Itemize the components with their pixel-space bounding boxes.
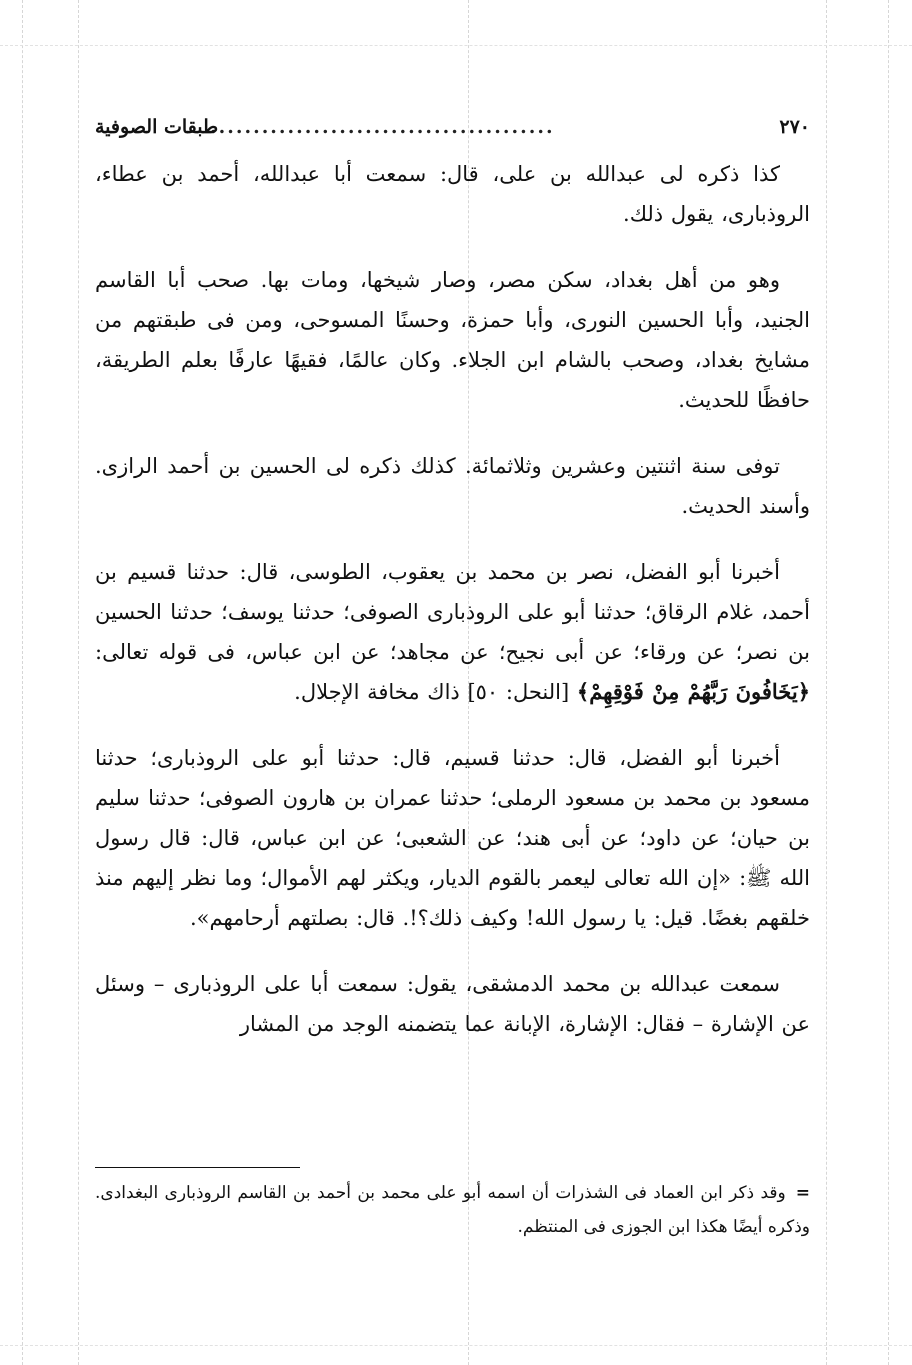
scan-guide-line — [0, 1345, 912, 1346]
page-number: ٢٧٠ — [779, 116, 810, 138]
footnote-text: وقد ذكر ابن العماد فى الشذرات أن اسمه أبو على محمد بن أحمد بن القاسم الروذبارى البغدادى. وذكره أيضًا هكذا ابن الجوزى فى المنتظم. — [95, 1183, 810, 1237]
footnote-separator — [95, 1167, 300, 1168]
scan-guide-line — [0, 45, 912, 46]
footnote — [95, 1176, 810, 1244]
paragraph-6: سمعت عبدالله بن محمد الدمشقى، يقول: سمعت أبا على الروذبارى – وسئل عن الإشارة – فقال: الإشارة، الإبانة عما يتضمنه الوجد من المشار — [95, 972, 810, 1036]
paragraph-4-before: أخبرنا أبو الفضل، نصر بن محمد بن يعقوب، الطوسى، قال: حدثنا قسيم بن أحمد، غلام الرقاق؛ حدثنا أبو على الروذبارى الصوفى؛ حدثنا يوسف؛ حدثنا الحسين بن نصر؛ عن ورقاء؛ عن أبى نجيح؛ عن مجاهد؛ عن ابن عباس، فى قوله تعالى: — [95, 560, 810, 664]
footnote-marker: = — [795, 1183, 810, 1203]
scan-guide-line — [78, 0, 79, 1365]
running-head — [95, 110, 810, 144]
paragraph-3: توفى سنة اثنتين وعشرين وثلاثمائة. كذلك ذكره لى الحسين بن أحمد الرازى. وأسند الحديث. — [95, 454, 810, 518]
scan-guide-line — [826, 0, 827, 1365]
book-page — [95, 110, 810, 1290]
quran-verse: ﴿يَخَافُونَ رَبَّهُمْ مِنْ فَوْقِهِمْ﴾ — [576, 679, 810, 704]
paragraph-4 — [95, 552, 810, 712]
paragraph-5: أخبرنا أبو الفضل، قال: حدثنا قسيم، قال: حدثنا أبو على الروذبارى؛ حدثنا مسعود بن محمد بن مسعود الرملى؛ حدثنا عمران بن هارون الصوفى؛ حدثنا سليم بن حيان؛ عن داود؛ عن أبى هند؛ عن الشعبى؛ عن ابن عباس، قال: قال رسول الله ﷺ: «إن الله تعالى ليعمر بالقوم الديار، ويكثر لهم الأموال؛ وما نظر إليهم منذ خلقهم بغضًا. قيل: يا رسول الله! وكيف ذلك؟!. قال: بصلتهم أرحامهم». — [95, 746, 810, 930]
paragraph-2: وهو من أهل بغداد، سكن مصر، وصار شيخها، ومات بها. صحب أبا القاسم الجنيد، وأبا الحسين النورى، وأبا حمزة، وحسنًا المسوحى، ومن فى طبقتهم من مشايخ بغداد، وصحب بالشام ابن الجلاء. وكان عالمًا، فقيهًا عارفًا بعلم الطريقة، حافظًا للحديث. — [95, 268, 810, 412]
scan-guide-line — [22, 0, 23, 1365]
book-title: طبقات الصوفية — [95, 116, 219, 138]
paragraph-1: كذا ذكره لى عبدالله بن على، قال: سمعت أبا عبدالله، أحمد بن عطاء، الروذبارى، يقول ذلك. — [95, 162, 810, 226]
leader-dots: ........................................ — [210, 116, 555, 138]
body-text — [95, 154, 810, 1070]
scan-guide-line — [888, 0, 889, 1365]
paragraph-4-after: [النحل: ٥٠] ذاك مخافة الإجلال. — [294, 680, 570, 704]
